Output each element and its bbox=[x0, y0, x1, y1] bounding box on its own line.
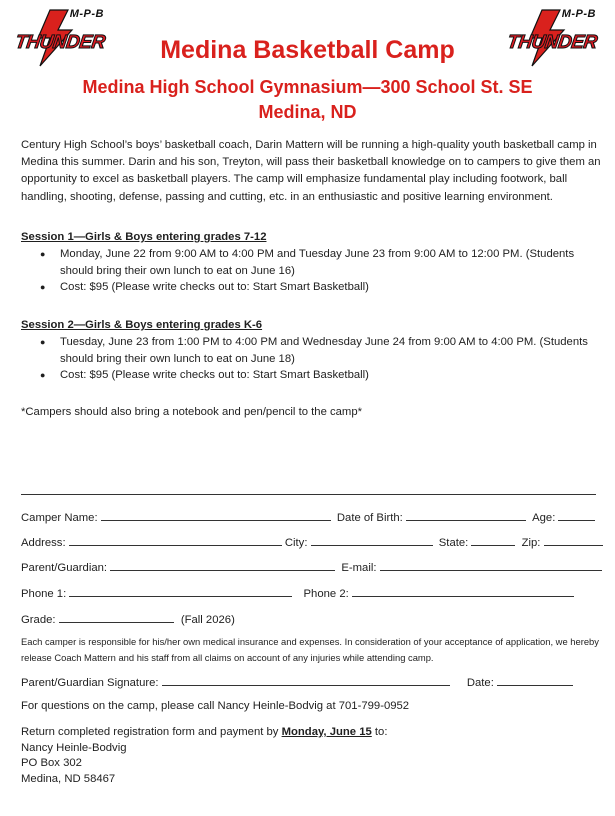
location-line: Medina High School Gymnasium—300 School St. SE bbox=[82, 77, 533, 97]
state-label: State: bbox=[438, 537, 469, 549]
city-label: City: bbox=[284, 537, 308, 549]
row-phones bbox=[21, 585, 574, 600]
logo-thunder-text: THUNDER bbox=[505, 32, 599, 53]
page-title: Medina Basketball Camp bbox=[160, 36, 455, 64]
city-line: Medina, ND bbox=[258, 102, 357, 122]
city-field[interactable] bbox=[311, 534, 433, 546]
age-field[interactable] bbox=[558, 509, 595, 521]
waiver-text: Each camper is responsible for his/her own medical insurance and expenses. In consideration of your acceptance of application, we hereby release Coach Mattern and his staff from all claims on account of any injuries while attending camp. bbox=[21, 636, 599, 663]
row-camper bbox=[21, 509, 595, 524]
phone1-field[interactable] bbox=[69, 585, 292, 597]
return-suffix: to: bbox=[374, 726, 388, 738]
grade-note: (Fall 2026) bbox=[180, 614, 235, 626]
logo-mpb-text: M-P-B bbox=[69, 8, 104, 20]
mail-name: Nancy Heinle-Bodvig bbox=[21, 741, 127, 754]
supplies-note: *Campers should also bring a notebook and pen/pencil to the camp* bbox=[21, 406, 363, 418]
session1-list bbox=[40, 246, 600, 296]
parent-field[interactable] bbox=[110, 559, 335, 571]
return-deadline: Monday, June 15 bbox=[281, 726, 372, 738]
mail-box: PO Box 302 bbox=[21, 757, 82, 770]
parent-label: Parent/Guardian: bbox=[21, 562, 108, 574]
phone2-label: Phone 2: bbox=[303, 588, 349, 600]
signature-field[interactable] bbox=[162, 674, 450, 686]
zip-label: Zip: bbox=[521, 537, 541, 549]
row-parent bbox=[21, 559, 602, 574]
row-signature bbox=[21, 674, 573, 689]
return-block bbox=[21, 725, 387, 787]
signature-label: Parent/Guardian Signature: bbox=[21, 677, 159, 689]
session1-cost: ● Cost: $95 (Please write checks out to: Start Smart Basketball) bbox=[40, 279, 600, 296]
email-field[interactable] bbox=[380, 559, 602, 571]
session2-heading: Session 2—Girls & Boys entering grades K-6 bbox=[21, 319, 263, 331]
session2-schedule: ● Tuesday, June 23 from 1:00 PM to 4:00 PM and Wednesday June 24 from 9:00 AM to 4:00 PM. (Students should bring their own lunch to eat on June 18) bbox=[40, 334, 600, 367]
session1-heading: Session 1—Girls & Boys entering grades 7-12 bbox=[21, 231, 267, 243]
dob-label: Date of Birth: bbox=[336, 512, 403, 524]
divider bbox=[21, 494, 596, 495]
email-label: E-mail: bbox=[341, 562, 377, 574]
session1-schedule: ● Monday, June 22 from 9:00 AM to 4:00 PM and Tuesday June 23 from 9:00 AM to 12:00 PM. (Students should bring their own lunch to eat on June 16) bbox=[40, 246, 600, 279]
return-prefix: Return completed registration form and payment by bbox=[21, 726, 279, 738]
session2-list bbox=[40, 334, 600, 384]
age-label: Age: bbox=[532, 512, 556, 524]
phone2-field[interactable] bbox=[352, 585, 574, 597]
dob-field[interactable] bbox=[406, 509, 526, 521]
row-address bbox=[21, 534, 603, 549]
mail-city: Medina, ND 58467 bbox=[21, 772, 116, 785]
date-label: Date: bbox=[466, 677, 494, 689]
address-field[interactable] bbox=[69, 534, 282, 546]
address-label: Address: bbox=[21, 537, 66, 549]
grade-field[interactable] bbox=[59, 611, 174, 623]
logo-mpb-text: M-P-B bbox=[561, 8, 596, 20]
phone1-label: Phone 1: bbox=[21, 588, 67, 600]
return-line bbox=[21, 725, 387, 741]
grade-label: Grade: bbox=[21, 614, 56, 626]
row-grade bbox=[21, 611, 235, 626]
state-field[interactable] bbox=[471, 534, 515, 546]
questions-line: For questions on the camp, please call Nancy Heinle-Bodvig at 701-799-0952 bbox=[21, 700, 410, 712]
date-field[interactable] bbox=[497, 674, 573, 686]
camper-name-label: Camper Name: bbox=[21, 512, 98, 524]
session2-cost: ● Cost: $95 (Please write checks out to: Start Smart Basketball) bbox=[40, 367, 600, 384]
intro-paragraph: Century High School’s boys’ basketball coach, Darin Mattern will be running a high-quality youth basketball camp in Medina this summer. Darin and his son, Treyton, will pass their basketball knowledge on to campers to give them an opportunity to excel as basketball players. The camp will emphasize fundamental play including footwork, ball handling, shooting, defense, passing and cutting, etc. in an enthusiastic and positive learning environment. bbox=[21, 139, 601, 203]
zip-field[interactable] bbox=[544, 534, 603, 546]
logo-thunder-text: THUNDER bbox=[13, 32, 107, 53]
camper-name-field[interactable] bbox=[101, 509, 331, 521]
